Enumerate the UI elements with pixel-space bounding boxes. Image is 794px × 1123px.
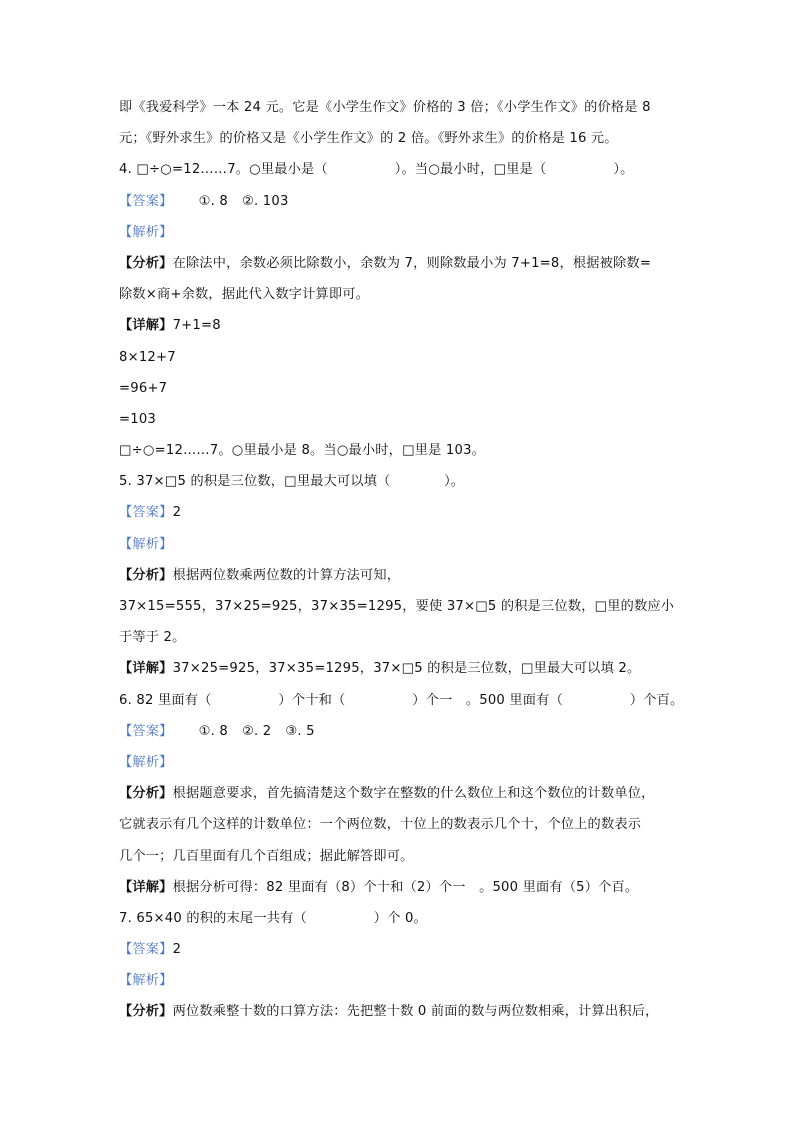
- line-text: 即《我爱科学》一本 24 元。它是《小学生作文》价格的 3 倍；《小学生作文》的价格是 8: [119, 100, 651, 115]
- answer-tag: 【答案】: [119, 505, 173, 521]
- document-page: [119, 92, 684, 1028]
- text-line: [119, 622, 679, 653]
- analysis-heading: [119, 965, 679, 996]
- text-line: [119, 279, 679, 310]
- text-line: [119, 435, 679, 466]
- line-text: 4. □÷○=12……7。○里最小是（ ）。当○最小时，□里是（ ）。: [119, 162, 634, 178]
- line-text: 8×12+7: [119, 349, 176, 365]
- answer-1: ①. 8: [198, 193, 228, 209]
- line-text: 7+1=8: [172, 318, 221, 334]
- analysis-tag: 【解析】: [119, 224, 173, 240]
- text-line: [119, 342, 679, 373]
- text-line: [119, 809, 679, 840]
- line-text: 于等于 2。: [119, 630, 186, 646]
- answer-tag: 【答案】: [119, 193, 173, 209]
- text-line: [119, 591, 679, 622]
- line-text: 6. 82 里面有（ ）个十和（ ）个一 。500 里面有（ ）个百。: [119, 692, 684, 708]
- answer-value: 2: [172, 942, 182, 958]
- line-text: 7. 65×40 的积的末尾一共有（ ）个 0。: [119, 910, 427, 926]
- text-line: [119, 778, 679, 809]
- xiangjie-tag: 【详解】: [119, 318, 173, 334]
- text-line: [119, 404, 679, 435]
- xiangjie-tag: 【详解】: [119, 661, 173, 677]
- analysis-heading: [119, 217, 679, 248]
- text-line: [119, 92, 679, 123]
- fenxi-tag: 【分析】: [119, 567, 173, 583]
- fenxi-tag: 【分析】: [119, 786, 173, 802]
- text-line: [119, 310, 679, 341]
- text-line: [119, 560, 679, 591]
- question-5: [119, 466, 679, 497]
- question-6: [119, 685, 684, 716]
- line-text: 根据题意要求，首先搞清楚这个数字在整数的什么数位上和这个数位的计数单位，: [172, 786, 655, 802]
- question-4: [119, 154, 679, 185]
- line-text: 根据分析可得：82 里面有（8）个十和（2）个一 。500 里面有（5）个百。: [172, 879, 639, 895]
- analysis-tag: 【解析】: [119, 973, 173, 989]
- text-line: [119, 123, 679, 154]
- answer-1: ①. 8: [198, 723, 228, 739]
- line-text: 在除法中，余数必须比除数小，余数为 7，则除数最小为 7+1=8，根据被除数=: [172, 255, 652, 271]
- text-line: [119, 841, 679, 872]
- answer-2: ②. 103: [241, 193, 289, 209]
- line-text: 元；《野外求生》的价格又是《小学生作文》的 2 倍。《野外求生》的价格是 16 元。: [119, 131, 618, 147]
- xiangjie-tag: 【详解】: [119, 879, 173, 895]
- fenxi-tag: 【分析】: [119, 255, 173, 271]
- line-text: =103: [119, 411, 157, 427]
- text-line: [119, 872, 679, 903]
- line-text: =96+7: [119, 380, 168, 396]
- answer-line: [119, 934, 679, 965]
- text-line: [119, 248, 679, 279]
- answer-tag: 【答案】: [119, 942, 173, 958]
- analysis-heading: [119, 747, 679, 778]
- line-text: 几个一；几百里面有几个百组成；据此解答即可。: [119, 848, 414, 864]
- line-text: 37×15=555，37×25=925，37×35=1295，要使 37×□5 的积是三位数，□里的数应小: [119, 599, 675, 614]
- line-text: 它就表示有几个这样的计数单位：一个两位数，十位上的数表示几个十，个位上的数表示: [119, 817, 642, 833]
- analysis-heading: [119, 529, 679, 560]
- line-text: 37×25=925，37×35=1295，37×□5 的积是三位数，□里最大可以填 2。: [172, 661, 641, 677]
- line-text: □÷○=12……7。○里最小是 8。当○最小时，□里是 103。: [119, 443, 486, 459]
- analysis-tag: 【解析】: [119, 536, 173, 552]
- line-text: 根据两位数乘两位数的计算方法可知，: [172, 567, 401, 583]
- text-line: [119, 996, 679, 1027]
- analysis-tag: 【解析】: [119, 754, 173, 770]
- text-line: [119, 373, 679, 404]
- line-text: 除数×商+余数，据此代入数字计算即可。: [119, 287, 370, 303]
- question-7: [119, 903, 679, 934]
- answer-line: [119, 716, 679, 747]
- fenxi-tag: 【分析】: [119, 1004, 173, 1020]
- line-text: 两位数乘整十数的口算方法：先把整十数 0 前面的数与两位数相乘，计算出积后，: [172, 1004, 659, 1020]
- answer-3: ③. 5: [285, 723, 315, 739]
- line-text: 5. 37×□5 的积是三位数，□里最大可以填（ ）。: [119, 474, 465, 490]
- answer-tag: 【答案】: [119, 723, 173, 739]
- text-line: [119, 653, 679, 684]
- answer-line: [119, 186, 679, 217]
- answer-2: ②. 2: [241, 723, 272, 739]
- answer-value: 2: [172, 505, 182, 521]
- answer-line: [119, 497, 679, 528]
